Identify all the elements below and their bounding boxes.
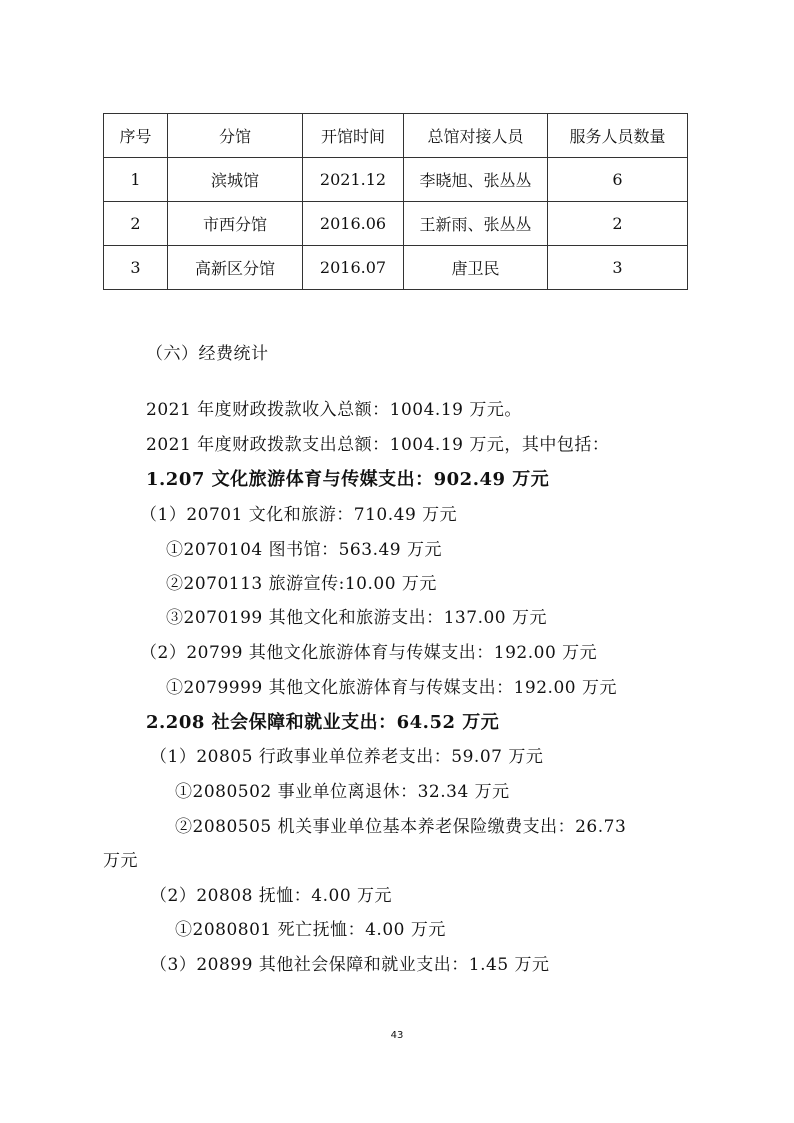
section-title: （六）经费统计 (146, 344, 269, 364)
table-header-row (104, 114, 688, 158)
body-line: ①2070104 图书馆：563.49 万元 (166, 540, 443, 560)
table-cell: 李晓旭、张丛丛 (404, 158, 548, 202)
body-line: 万元 (103, 851, 138, 871)
table-cell: 1 (104, 158, 168, 202)
table-row (104, 202, 688, 246)
body-line: ①2080801 死亡抚恤：4.00 万元 (175, 920, 446, 940)
table-cell: 3 (104, 246, 168, 290)
body-line: ②2080505 机关事业单位基本养老保险缴费支出：26.73 (175, 817, 627, 837)
table-row (104, 246, 688, 290)
table-row (104, 158, 688, 202)
table-cell: 滨城馆 (168, 158, 303, 202)
header-cell-branch: 分馆 (168, 114, 303, 158)
table-cell: 2 (104, 202, 168, 246)
body-line: （2）20799 其他文化旅游体育与传媒支出：192.00 万元 (140, 643, 598, 663)
heading-line: 2.208 社会保障和就业支出：64.52 万元 (146, 712, 500, 733)
body-line: ①2080502 事业单位离退休：32.34 万元 (175, 782, 510, 802)
header-cell-staff-count: 服务人员数量 (548, 114, 688, 158)
table-cell: 2021.12 (303, 158, 404, 202)
table-cell: 市西分馆 (168, 202, 303, 246)
body-line: （1）20805 行政事业单位养老支出：59.07 万元 (150, 747, 544, 767)
table-cell: 高新区分馆 (168, 246, 303, 290)
table-cell: 2 (548, 202, 688, 246)
body-line: 2021 年度财政拨款支出总额：1004.19 万元，其中包括： (146, 435, 610, 455)
body-line: （3）20899 其他社会保障和就业支出：1.45 万元 (150, 955, 550, 975)
header-cell-contact: 总馆对接人员 (404, 114, 548, 158)
table-cell: 2016.06 (303, 202, 404, 246)
body-line: ③2070199 其他文化和旅游支出：137.00 万元 (166, 608, 548, 628)
body-line: 2021 年度财政拨款收入总额：1004.19 万元。 (146, 400, 522, 420)
header-cell-open-date: 开馆时间 (303, 114, 404, 158)
table-cell: 唐卫民 (404, 246, 548, 290)
table-cell: 3 (548, 246, 688, 290)
header-cell-index: 序号 (104, 114, 168, 158)
heading-line: 1.207 文化旅游体育与传媒支出：902.49 万元 (146, 469, 550, 490)
table-cell: 王新雨、张丛丛 (404, 202, 548, 246)
body-line: ①2079999 其他文化旅游体育与传媒支出：192.00 万元 (166, 678, 618, 698)
page-number: 43 (390, 1030, 404, 1041)
table-cell: 6 (548, 158, 688, 202)
branch-table (103, 113, 688, 290)
table-cell: 2016.07 (303, 246, 404, 290)
body-line: （2）20808 抚恤：4.00 万元 (150, 886, 393, 906)
body-line: （1）20701 文化和旅游：710.49 万元 (140, 505, 458, 525)
body-line: ②2070113 旅游宣传:10.00 万元 (166, 574, 437, 594)
